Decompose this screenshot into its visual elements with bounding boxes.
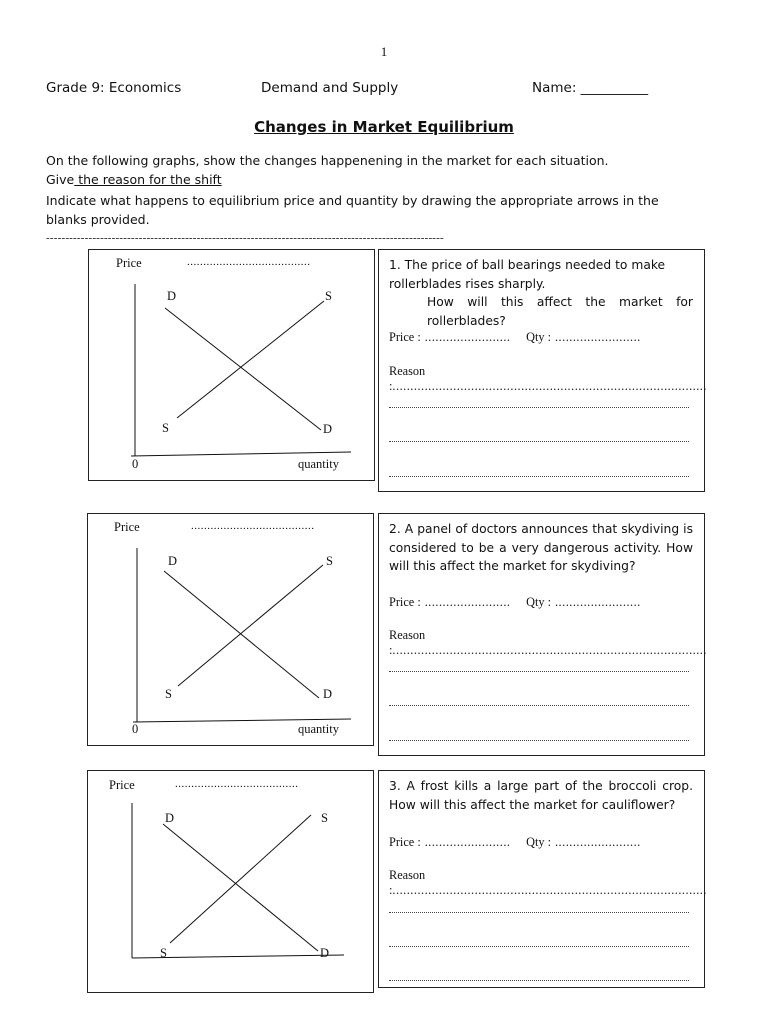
price-qty-row: Price : ........................ Qty : ........................ <box>389 595 641 609</box>
separator-line: ------------------------------------------------------------------------------------------------------- <box>46 232 444 244</box>
quantity-axis-label: quantity <box>298 722 339 736</box>
question-3-box <box>378 770 705 988</box>
demand-label-bottom: D <box>320 946 330 960</box>
answer-line[interactable] <box>389 946 689 947</box>
graph-3[interactable] <box>87 770 374 993</box>
question-1-box <box>378 249 705 492</box>
supply-label-bottom: S <box>162 421 169 435</box>
answer-line[interactable] <box>389 476 689 477</box>
price-blank[interactable]: ...................................... <box>191 520 315 532</box>
answer-line[interactable] <box>389 671 689 672</box>
quantity-axis <box>131 452 351 456</box>
answer-line[interactable] <box>389 740 689 741</box>
qty-answer-blank[interactable]: ........................ <box>554 330 641 344</box>
demand-label-top: D <box>165 811 175 825</box>
demand-label-bottom: D <box>323 687 333 701</box>
reason-row: Reason :........................................................................................ <box>389 364 707 393</box>
supply-curve <box>177 301 324 418</box>
question-2-text: 2. A panel of doctors announces that skydiving is considered to be a very dangerous activity. How will this affect the market for skydiving? <box>389 522 693 573</box>
reason-row: Reason :........................................................................................ <box>389 868 707 897</box>
page-number: 1 <box>380 44 388 59</box>
instruction-reason-underlined: the reason for the shift <box>74 172 222 187</box>
reason-row: Reason :........................................................................................ <box>389 628 707 657</box>
price-blank[interactable]: ...................................... <box>175 778 299 790</box>
reason-blank[interactable]: ........................................................................................ <box>392 643 707 657</box>
answer-line[interactable] <box>389 980 689 981</box>
origin-label: 0 <box>132 457 139 471</box>
answer-line[interactable] <box>389 705 689 706</box>
supply-label-top: S <box>321 811 328 825</box>
answer-line[interactable] <box>389 407 689 408</box>
supply-label-top: S <box>326 554 333 568</box>
supply-label-top: S <box>325 289 332 303</box>
demand-label-bottom: D <box>323 422 333 436</box>
demand-curve <box>163 824 318 951</box>
price-blank[interactable]: ...................................... <box>187 256 311 268</box>
demand-label-top: D <box>167 289 177 303</box>
price-axis-label: Price <box>109 778 135 792</box>
price-axis-label: Price <box>114 520 140 534</box>
supply-curve <box>178 565 323 686</box>
answer-line[interactable] <box>389 441 689 442</box>
supply-label-bottom: S <box>160 946 167 960</box>
price-qty-row: Price : ........................ Qty : ........................ <box>389 330 641 344</box>
instruction-line-1: On the following graphs, show the changes happenening in the market for each situation. <box>46 153 609 168</box>
price-answer-blank[interactable]: ........................ <box>424 595 511 609</box>
qty-answer-blank[interactable]: ........................ <box>554 595 641 609</box>
price-qty-row: Price : ........................ Qty : ........................ <box>389 835 641 849</box>
graph-2[interactable] <box>87 513 374 746</box>
demand-curve <box>164 571 319 698</box>
origin-label: 0 <box>132 722 139 736</box>
question-2-box <box>378 513 705 756</box>
instruction-line-3: Indicate what happens to equilibrium price and quantity by drawing the appropriate arrows in the blanks provided. <box>46 193 659 227</box>
header-topic: Demand and Supply <box>261 80 399 96</box>
instruction-give: Give <box>46 172 75 187</box>
header-grade: Grade 9: Economics <box>46 80 182 96</box>
demand-label-top: D <box>168 554 178 568</box>
price-axis-label: Price <box>116 256 142 270</box>
supply-curve <box>170 815 311 943</box>
page-title: Changes in Market Equilibrium <box>254 118 514 136</box>
name-field[interactable]: Name: __________ <box>532 80 649 96</box>
reason-blank[interactable]: ........................................................................................ <box>392 883 707 897</box>
price-answer-blank[interactable]: ........................ <box>424 330 511 344</box>
supply-label-bottom: S <box>165 687 172 701</box>
quantity-axis-label: quantity <box>298 457 339 471</box>
instruction-line-2 <box>46 172 222 187</box>
demand-curve <box>165 308 321 430</box>
qty-answer-blank[interactable]: ........................ <box>554 835 641 849</box>
question-3-text: 3. A frost kills a large part of the broccoli crop. How will this affect the market for cauliflower? <box>389 779 693 812</box>
answer-line[interactable] <box>389 912 689 913</box>
price-answer-blank[interactable]: ........................ <box>424 835 511 849</box>
graph-1[interactable] <box>88 249 375 481</box>
question-1-text: 1. The price of ball bearings needed to make rollerblades rises sharply. How will this affect the market for rollerblades? <box>389 258 693 328</box>
reason-blank[interactable]: ........................................................................................ <box>392 379 707 393</box>
